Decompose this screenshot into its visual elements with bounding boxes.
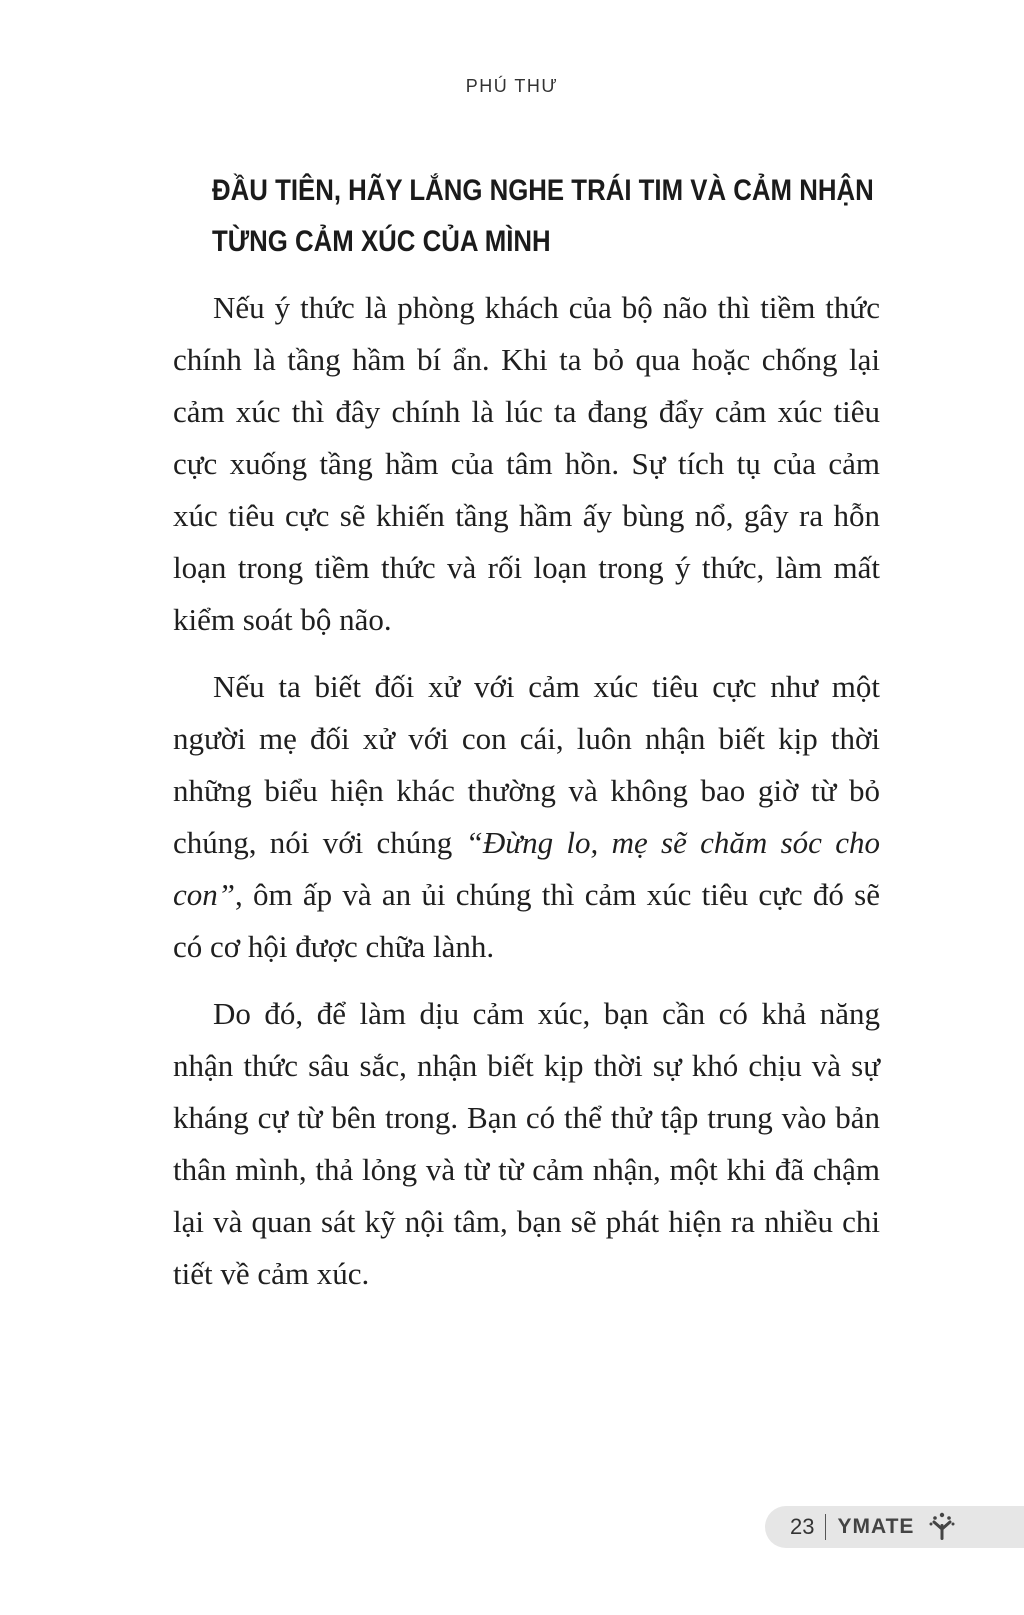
paragraph-2 <box>173 661 880 973</box>
brand-name: YMATE <box>837 1515 915 1538</box>
page-footer-tab <box>765 1506 1024 1548</box>
footer-divider <box>825 1514 826 1540</box>
section-heading-line-1: ĐẦU TIÊN, HÃY LẮNG NGHE TRÁI TIM VÀ CẢM NHẬN <box>212 174 874 207</box>
ymate-logo-icon <box>926 1511 958 1543</box>
running-header: PHÚ THƯ <box>465 76 559 96</box>
section-heading-line-2: TỪNG CẢM XÚC CỦA MÌNH <box>212 225 551 258</box>
paragraph-1: Nếu ý thức là phòng khách của bộ não thì tiềm thức chính là tầng hầm bí ẩn. Khi ta bỏ qua hoặc chống lại cảm xúc thì đây chính là lúc ta đang đẩy cảm xúc tiêu cực xuống tầng hầm của tâm hồn. Sự tích tụ của cảm xúc tiêu cực sẽ khiến tầng hầm ấy bùng nổ, gây ra hỗn loạn trong tiềm thức và rối loạn trong ý thức, làm mất kiểm soát bộ não. <box>173 290 880 637</box>
page-number: 23 <box>790 1514 815 1539</box>
paragraph-3: Do đó, để làm dịu cảm xúc, bạn cần có khả năng nhận thức sâu sắc, nhận biết kịp thời sự khó chịu và sự kháng cự từ bên trong. Bạn có thể thử tập trung vào bản thân mình, thả lỏng và từ từ cảm nhận, một khi đã chậm lại và quan sát kỹ nội tâm, bạn sẽ phát hiện ra nhiều chi tiết về cảm xúc. <box>173 996 880 1291</box>
section-heading <box>212 165 874 267</box>
paragraph-2-text-start: Nếu ta biết đối xử với cảm xúc tiêu cực như một người mẹ đối xử với con cái, luôn nhận biết kịp thời những biểu hiện khác thường và không bao giờ từ bỏ chúng, nói với chúng <box>173 669 880 860</box>
paragraph-2-text-end: , ôm ấp và an ủi chúng thì cảm xúc tiêu cực đó sẽ có cơ hội được chữa lành. <box>173 877 880 964</box>
body-text <box>173 282 880 1315</box>
paragraph-2-quote: “Đừng lo, mẹ sẽ chăm sóc cho con” <box>173 825 880 912</box>
